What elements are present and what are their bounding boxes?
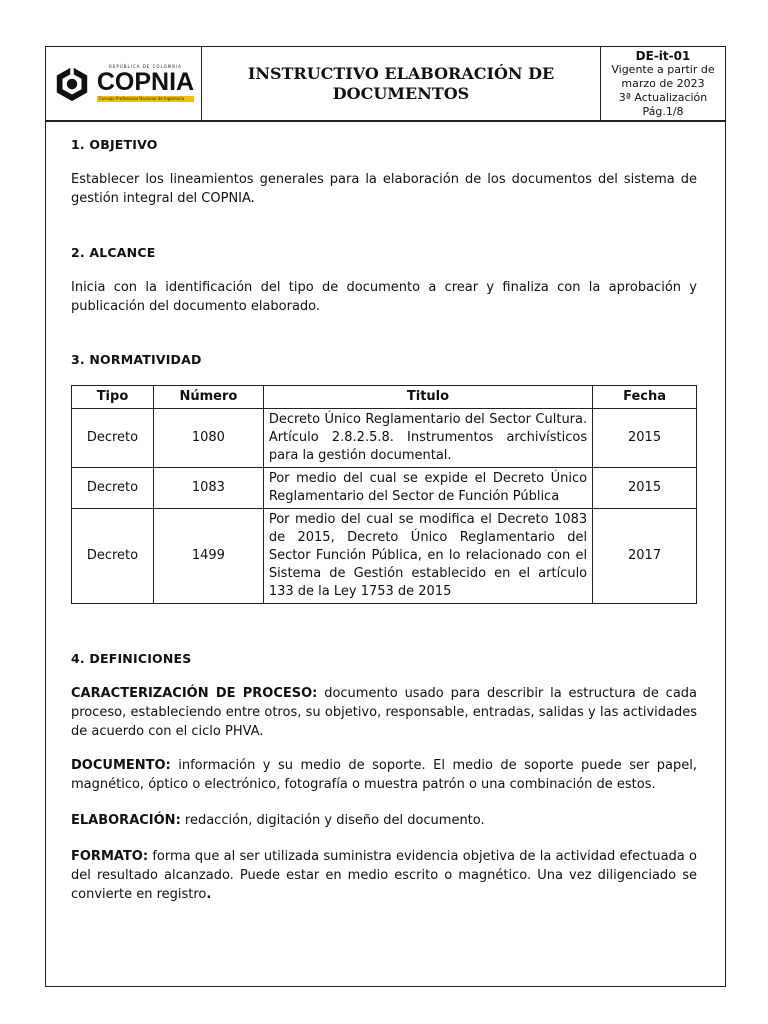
cell-fecha: 2015 bbox=[593, 409, 697, 468]
logo-cell bbox=[46, 47, 202, 120]
logo-brand-text: COPNIA bbox=[96, 68, 195, 96]
column-header-fecha: Fecha bbox=[593, 386, 697, 409]
cell-titulo: Decreto Único Reglamentario del Sector Cultura. Artículo 2.8.2.5.8. Instrumentos archivísticos para la gestión documental. bbox=[263, 409, 592, 468]
table-row bbox=[72, 509, 697, 604]
table-row bbox=[72, 409, 697, 468]
document-code: DE-it-01 bbox=[635, 48, 691, 63]
cell-titulo: Por medio del cual se expide el Decreto Único Reglamentario del Sector de Función Pública bbox=[263, 468, 592, 509]
document-update: 3ª Actualización bbox=[618, 90, 708, 104]
definition-term: ELABORACIÓN: bbox=[71, 813, 181, 828]
definition-term: CARACTERIZACIÓN DE PROCESO: bbox=[71, 686, 318, 701]
definition-text: redacción, digitación y diseño del documento. bbox=[180, 813, 485, 828]
heading-objetivo: 1. OBJETIVO bbox=[71, 137, 158, 152]
definition-documento bbox=[71, 756, 697, 794]
cell-titulo: Por medio del cual se modifica el Decreto 1083 de 2015, Decreto Único Reglamentario del Sector Función Pública, en lo relacionado con el Sistema de Gestión establecido en el artículo 133 de la Ley 1753 de 2015 bbox=[263, 509, 592, 604]
column-header-numero: Número bbox=[153, 386, 263, 409]
column-header-titulo: Titulo bbox=[263, 386, 592, 409]
definition-formato bbox=[71, 847, 697, 904]
document-validity: Vigente a partir de marzo de 2023 bbox=[611, 62, 715, 90]
column-header-tipo: Tipo bbox=[72, 386, 154, 409]
definition-caracterizacion bbox=[71, 684, 697, 741]
cell-tipo: Decreto bbox=[72, 409, 154, 468]
copnia-emblem-icon bbox=[53, 65, 91, 103]
logo-republic-text: REPÚBLICA DE COLOMBIA bbox=[109, 64, 182, 69]
document-title: INSTRUCTIVO ELABORACIÓN DE DOCUMENTOS bbox=[202, 47, 601, 120]
definition-text: forma que al ser utilizada suministra evidencia objetiva de la actividad efectuada o del resultado alcanzado. Puede estar en medio escrito o magnético. Una vez diligenciado se convierte en registro bbox=[71, 849, 697, 902]
cell-tipo: Decreto bbox=[72, 509, 154, 604]
normatividad-table bbox=[71, 385, 697, 604]
definition-text: documento usado para describir la estructura de cada proceso, estableciendo entre otros, su objetivo, responsable, entradas, salidas y las actividades de acuerdo con el ciclo PHVA. bbox=[71, 686, 698, 739]
cell-numero: 1083 bbox=[153, 468, 263, 509]
definition-tail: . bbox=[206, 887, 212, 902]
heading-definiciones: 4. DEFINICIONES bbox=[71, 651, 192, 666]
heading-alcance: 2. ALCANCE bbox=[71, 245, 156, 260]
logo-subtitle-text: Consejo Profesional Nacional de Ingeniería bbox=[97, 96, 194, 102]
cell-numero: 1080 bbox=[153, 409, 263, 468]
definition-text: información y su medio de soporte. El medio de soporte puede ser papel, magnético, óptico o electrónico, fotografía o muestra patrón o una combinación de estos. bbox=[71, 758, 697, 792]
cell-numero: 1499 bbox=[153, 509, 263, 604]
definition-term: FORMATO: bbox=[71, 849, 149, 864]
cell-fecha: 2015 bbox=[593, 468, 697, 509]
heading-normatividad: 3. NORMATIVIDAD bbox=[71, 352, 202, 367]
cell-fecha: 2017 bbox=[593, 509, 697, 604]
cell-tipo: Decreto bbox=[72, 468, 154, 509]
table-row bbox=[72, 468, 697, 509]
definition-elaboracion bbox=[71, 811, 697, 830]
page-number: Pág.1/8 bbox=[642, 104, 684, 118]
copnia-logo bbox=[53, 65, 194, 103]
text-objetivo: Establecer los lineamientos generales para la elaboración de los documentos del sistema de gestión integral del COPNIA. bbox=[71, 172, 697, 206]
document-meta bbox=[601, 47, 725, 120]
definition-term: DOCUMENTO: bbox=[71, 758, 171, 773]
text-alcance: Inicia con la identificación del tipo de documento a crear y finaliza con la aprobación y publicación del documento elaborado. bbox=[71, 280, 697, 314]
table-header-row bbox=[72, 386, 697, 409]
document-header bbox=[45, 46, 726, 121]
